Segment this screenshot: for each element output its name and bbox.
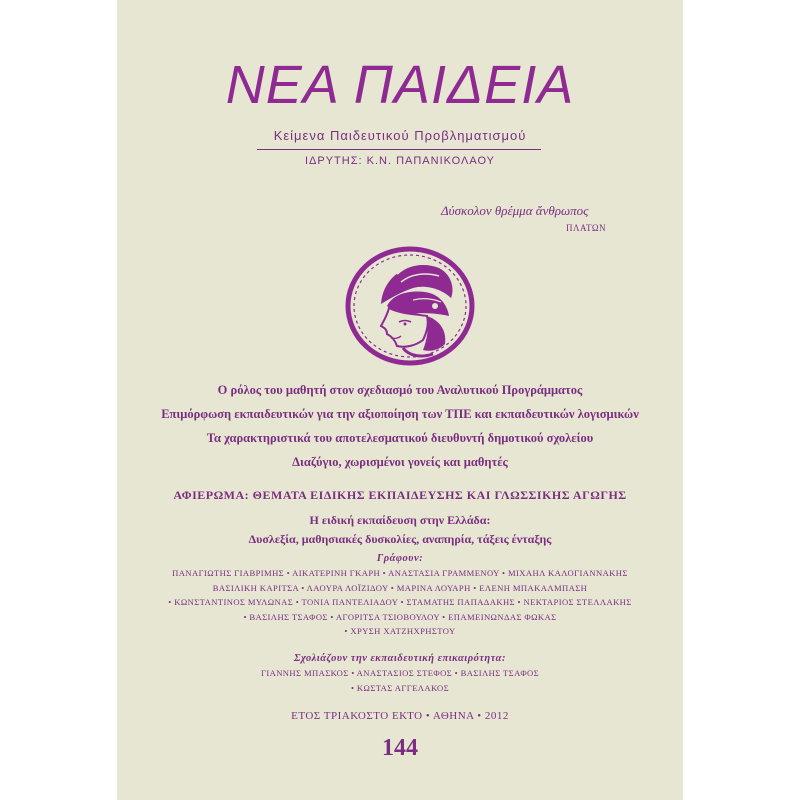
subtitle-rule	[257, 149, 541, 150]
commentary-heading: Σχολιάζουν την εκπαιδευτική επικαιρότητα:	[294, 653, 506, 664]
authors-line: • ΚΩΝΣΤΑΝΤΙΝΟΣ ΜΥΛΩΝΑΣ • ΤΟΝΙΑ ΠΑΝΤΕΛΙΑΔΟΥ • ΣΤΑΜΑΤΗΣ ΠΑΠΑΔΑΚΗΣ • ΝΕΚΤΑΡΙΟΣ ΣΤΕΛΛΑΚΗΣ	[168, 597, 632, 607]
authors-heading: Γράφουν:	[376, 553, 424, 564]
magazine-title: ΝΕΑ ΠΑΙΔΕΙΑ	[225, 55, 575, 115]
epigraph-author: ΠΛΑΤΩΝ	[566, 223, 607, 233]
tribute-title: ΑΦΙΕΡΩΜΑ: ΘΕΜΑΤΑ ΕΙΔΙΚΗΣ ΕΚΠΑΙΔΕΥΣΗΣ ΚΑΙ ΓΛΩΣΣΙΚΗΣ ΑΓΩΓΗΣ	[173, 488, 627, 502]
issue-number: 144	[382, 735, 418, 761]
authors-line: • ΧΡΥΣΗ ΧΑΤΖΗΧΡΗΣΤΟΥ	[344, 626, 456, 636]
founder-line: ΙΔΡΥΤΗΣ: Κ.Ν. ΠΑΠΑΝΙΚΟΛΑΟΥ	[304, 155, 495, 167]
article-title: Διαζύγιο, χωρισμένοι γονείς και μαθητές	[292, 455, 508, 469]
epigraph-quote: Δύσκολον θρέμμα ἄνθρωπος	[441, 203, 589, 218]
authors-line: ΒΑΣΙΛΙΚΗ ΚΑΡΙΤΣΑ • ΛΑΟΥΡΑ ΛΟΪΖΙΔΟΥ • ΜΑΡΙΝΑ ΛΟΥΑΡΗ • ΕΛΕΝΗ ΜΠΑΚΑΛΜΠΑΣΗ	[212, 582, 588, 593]
athena-coin-icon	[343, 244, 477, 368]
tribute-subtitle	[117, 511, 683, 549]
tribute-subtitle-line: Δυσλεξία, μαθησιακές δυσκολίες, αναπηρία, τάξεις ένταξης	[248, 532, 552, 546]
magazine-subtitle: Κείμενα Παιδευτικού Προβληματισμού	[273, 128, 527, 143]
commentary-line: ΓΙΑΝΝΗΣ ΜΠΑΣΚΟΣ • ΑΝΑΣΤΑΣΙΟΣ ΣΤΕΦΟΣ • ΒΑΣΙΛΗΣ ΤΣΑΦΟΣ	[260, 668, 540, 678]
article-list	[117, 378, 683, 474]
article-title: Ο ρόλος του μαθητή στον σχεδιασμό του Αναλυτικού Προγράμματος	[217, 383, 583, 397]
article-title: Επιμόρφωση εκπαιδευτικών για την αξιοποίηση των ΤΠΕ και εκπαιδευτικών λογισμικών	[161, 407, 639, 421]
authors-line: ΠΑΝΑΓΙΩΤΗΣ ΓΙΑΒΡΙΜΗΣ • ΑΙΚΑΤΕΡΙΝΗ ΓΚΑΡΗ • ΑΝΑΣΤΑΣΙΑ ΓΡΑΜΜΕΝΟΥ • ΜΙΧΑΗΛ ΚΑΛΟΓΙΑΝΝΑΚΗΣ	[172, 568, 628, 578]
tribute-subtitle-line: Η ειδική εκπαίδευση στην Ελλάδα:	[309, 513, 491, 527]
authors-line: • ΒΑΣΙΛΗΣ ΤΣΑΦΟΣ • ΑΓΟΡΙΤΣΑ ΤΣΙΟΒΟΥΛΟΥ • ΕΠΑΜΕΙΝΩΝΔΑΣ ΦΩΚΑΣ	[243, 611, 557, 622]
article-title: Τα χαρακτηριστικά του αποτελεσματικού διευθυντή δημοτικού σχολείου	[206, 431, 594, 445]
magazine-cover	[117, 0, 683, 800]
commentary-line: • ΚΩΣΤΑΣ ΑΓΓΕΛΑΚΟΣ	[350, 682, 450, 693]
authors-block	[117, 552, 683, 639]
year-location-footer: ΕΤΟΣ ΤΡΙΑΚΟΣΤΟ ΕΚΤΟ • ΑΘΗΝΑ • 2012	[291, 710, 509, 722]
commentary-block	[117, 652, 683, 695]
